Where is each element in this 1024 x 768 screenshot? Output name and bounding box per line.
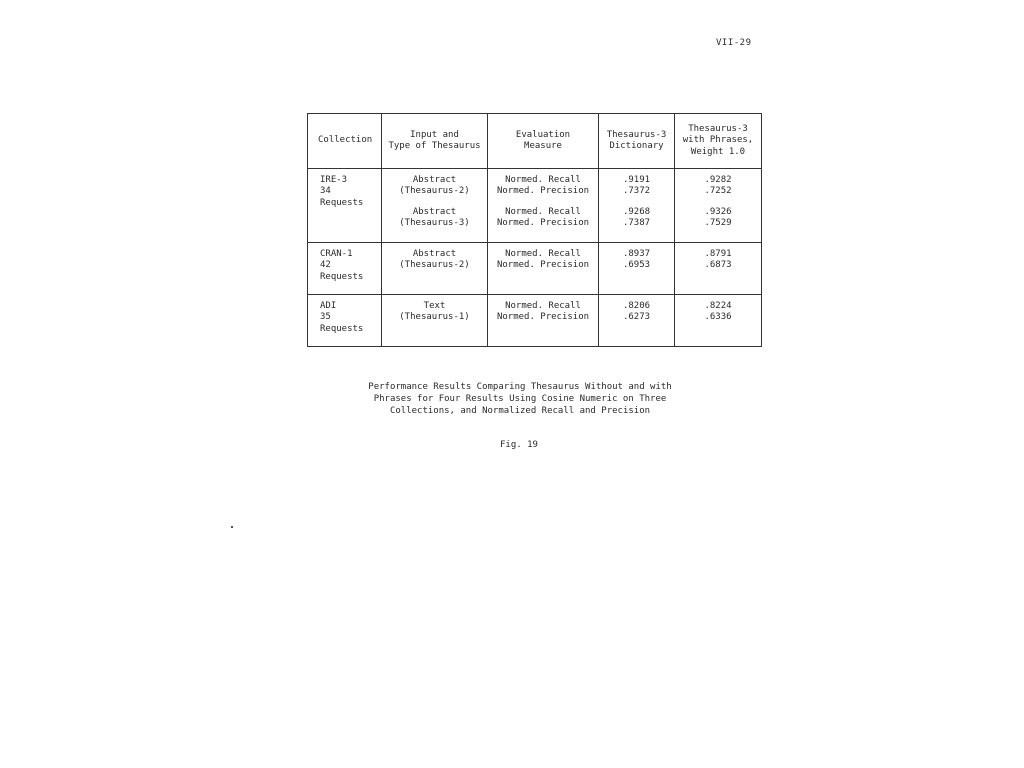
collection-requests: Requests (320, 197, 364, 208)
header-collection (308, 114, 382, 169)
collection-count: 42 (320, 260, 331, 271)
measure-precision: Normed. Precision (496, 186, 590, 197)
header-thesaurus-phrases (675, 114, 762, 169)
cell-input-cran1 (382, 243, 488, 295)
figure-caption (300, 381, 740, 417)
collection-name: CRAN-1 (320, 249, 353, 259)
cell-measure-cran1 (488, 243, 599, 295)
value-precision: .6873 (704, 260, 732, 271)
input-text: Text (423, 301, 446, 311)
value-precision: .7529 (704, 217, 732, 228)
measure-recall: Normed. Recall (505, 206, 581, 217)
collection-count: 34 (320, 186, 331, 197)
header-phrases-line-2: with Phrases, (682, 135, 754, 146)
value-precision: .6273 (622, 312, 651, 323)
header-input-type (382, 114, 488, 169)
measure-precision: Normed. Precision (496, 312, 590, 323)
collection-requests: Requests (320, 271, 364, 282)
input-text: Abstract (412, 249, 457, 259)
value-recall: .9268 (622, 206, 651, 217)
header-measure-line-2: Measure (524, 141, 562, 151)
input-thesaurus: (Thesaurus-1) (399, 312, 470, 323)
measure-precision: Normed. Precision (496, 260, 590, 271)
table-header-row (308, 114, 762, 169)
collection-requests: Requests (320, 323, 364, 334)
table-row-ire3 (308, 169, 762, 243)
value-precision: .7372 (622, 186, 651, 197)
collection-count: 35 (320, 312, 331, 323)
input-thesaurus: (Thesaurus-2) (399, 186, 470, 197)
measure-recall: Normed. Recall (505, 301, 581, 311)
value-recall: .8206 (622, 301, 651, 311)
measure-recall: Normed. Recall (505, 175, 581, 185)
caption-line-1: Performance Results Comparing Thesaurus Without and with (368, 382, 672, 392)
value-recall: .9326 (704, 206, 732, 217)
header-thesaurus-dictionary (599, 114, 675, 169)
value-recall: .8791 (704, 249, 732, 259)
value-precision: .7252 (704, 186, 732, 197)
cell-phrases-ire3 (675, 169, 762, 243)
input-thesaurus: (Thesaurus-3) (399, 217, 470, 228)
cell-phrases-adi (675, 295, 762, 347)
header-dictionary-line-1: Thesaurus-3 (606, 129, 667, 140)
caption-line-3: Collections, and Normalized Recall and Precision (389, 406, 651, 416)
input-text: Abstract (412, 175, 457, 185)
measure-recall: Normed. Recall (505, 249, 581, 259)
value-recall: .8224 (704, 301, 732, 311)
value-recall: .9191 (622, 175, 651, 185)
input-thesaurus: (Thesaurus-2) (399, 260, 470, 271)
header-input-line-2: Type of Thesaurus (388, 141, 481, 151)
input-text: Abstract (412, 206, 457, 217)
figure-label: Fig. 19 (500, 440, 538, 450)
cell-dictionary-cran1 (599, 243, 675, 295)
header-collection-line: Collection (318, 135, 373, 146)
value-recall: .9282 (704, 175, 732, 185)
value-recall: .8937 (622, 249, 651, 259)
table-row-cran1 (308, 243, 762, 295)
collection-name: IRE-3 (320, 175, 348, 185)
cell-input-ire3 (382, 169, 488, 243)
measure-precision: Normed. Precision (496, 217, 590, 228)
value-precision: .7387 (622, 217, 651, 228)
header-input-line-1: Input and (410, 129, 459, 140)
caption-line-2: Phrases for Four Results Using Cosine Numeric on Three (373, 394, 667, 404)
header-evaluation-measure (488, 114, 599, 169)
value-precision: .6336 (704, 312, 732, 323)
cell-dictionary-adi (599, 295, 675, 347)
cell-collection-adi (308, 295, 382, 347)
collection-name: ADI (320, 301, 337, 311)
header-phrases-line-3: Weight 1.0 (690, 146, 746, 157)
cell-measure-adi (488, 295, 599, 347)
header-phrases-line-1: Thesaurus-3 (688, 124, 748, 135)
header-measure-line-1: Evaluation (515, 129, 571, 140)
table-row-adi (308, 295, 762, 347)
cell-collection-cran1 (308, 243, 382, 295)
page-number: VII-29 (716, 38, 752, 48)
cell-input-adi (382, 295, 488, 347)
results-table (307, 113, 762, 347)
cell-dictionary-ire3 (599, 169, 675, 243)
scan-speck (231, 526, 233, 528)
cell-measure-ire3 (488, 169, 599, 243)
cell-collection-ire3 (308, 169, 382, 243)
value-precision: .6953 (622, 260, 651, 271)
header-dictionary-line-2: Dictionary (609, 141, 664, 151)
cell-phrases-cran1 (675, 243, 762, 295)
